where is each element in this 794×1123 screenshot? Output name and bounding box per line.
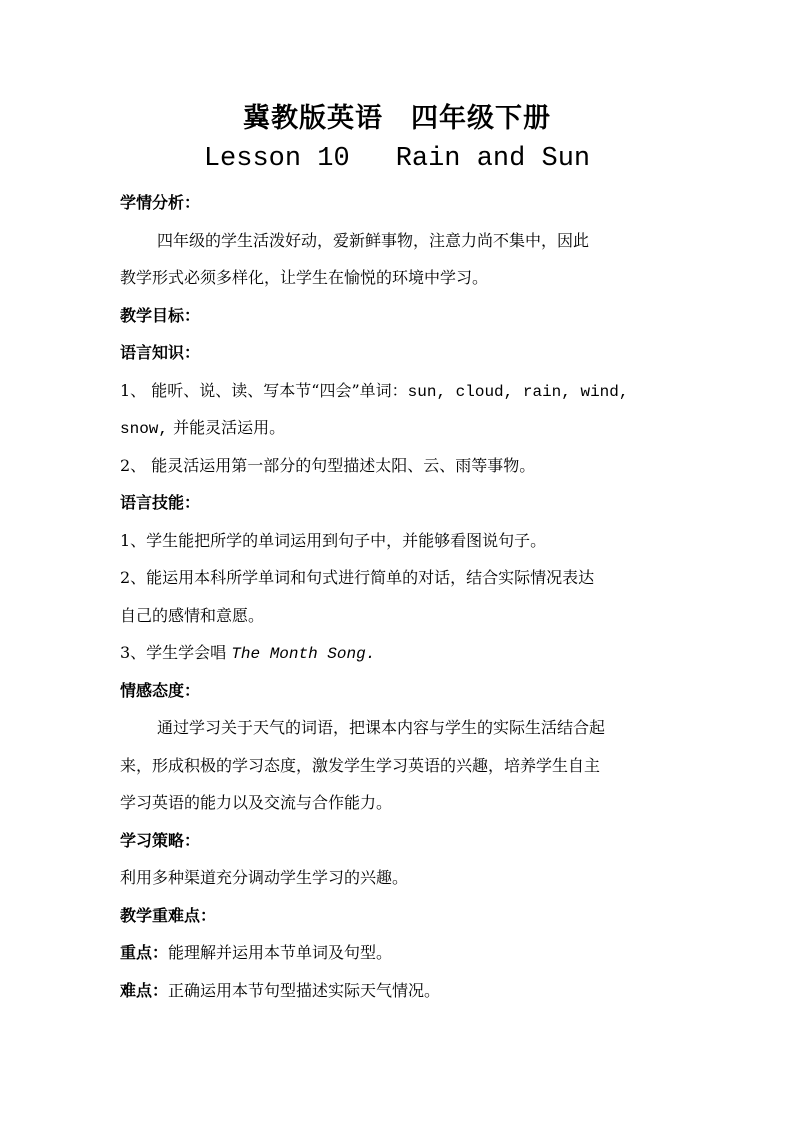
- analysis-text-line-1: 四年级的学生活泼好动，爱新鲜事物，注意力尚不集中，因此: [157, 230, 590, 250]
- goals-heading: 教学目标：: [120, 305, 201, 325]
- key-point: [120, 934, 680, 972]
- strategy-text: 利用多种渠道充分调动学生学习的兴趣。: [120, 868, 409, 887]
- skills-item-2-line-2: 自己的感情和意愿。: [120, 605, 265, 625]
- keypoints-heading: 教学重难点：: [120, 905, 217, 925]
- title-grade: 四年级下册: [411, 103, 551, 134]
- knowledge-item-1-line-1: [120, 372, 680, 410]
- lesson-title: [0, 142, 794, 176]
- strategy-heading: 学习策略：: [120, 830, 201, 850]
- key-point-text: 能理解并运用本节单词及句型。: [168, 943, 393, 962]
- difficult-point-text: 正确运用本节句型描述实际天气情况。: [168, 980, 441, 1000]
- knowledge-item-1-words-cont: snow,: [120, 420, 169, 438]
- lesson-name: Rain and Sun: [395, 144, 591, 174]
- lesson-plan-body: [120, 184, 680, 1009]
- skills-item-2-line-1: 2、能运用本科所学单词和句式进行简单的对话，结合实际情况表达: [120, 568, 595, 587]
- knowledge-item-1-words: sun, cloud, rain, wind,: [407, 382, 629, 401]
- knowledge-heading: 语言知识：: [120, 343, 201, 362]
- skills-heading: 语言技能：: [120, 493, 201, 512]
- lesson-number: Lesson 10: [203, 144, 350, 174]
- analysis-text-line-2: 教学形式必须多样化，让学生在愉悦的环境中学习。: [120, 268, 489, 287]
- skills-item-3: [120, 634, 680, 672]
- attitude-text-line-2: 来，形成积极的学习态度，激发学生学习英语的兴趣，培养学生自主: [120, 755, 601, 775]
- knowledge-item-2: 2、 能灵活运用第一部分的句型描述太阳、云、雨等事物。: [120, 455, 536, 475]
- skills-item-3-prefix: 3、学生学会唱: [120, 643, 232, 662]
- title-textbook: 冀教版英语: [243, 103, 383, 134]
- difficult-point: [120, 972, 680, 1010]
- skills-item-1: 1、学生能把所学的单词运用到句子中，并能够看图说句子。: [120, 530, 547, 550]
- knowledge-item-1-prefix: 1、 能听、说、读、写本节“四会”单词：: [120, 380, 408, 400]
- song-title: The Month Song.: [231, 645, 376, 663]
- attitude-text-line-3: 学习英语的能力以及交流与合作能力。: [120, 793, 393, 812]
- document-title: [0, 102, 794, 136]
- knowledge-item-1-line-2: [120, 409, 680, 447]
- key-point-label: 重点：: [120, 943, 169, 962]
- analysis-heading: 学情分析：: [120, 193, 201, 212]
- difficult-point-label: 难点：: [120, 980, 169, 1000]
- knowledge-item-1-suffix: 并能灵活运用。: [168, 418, 286, 437]
- attitude-heading: 情感态度：: [120, 680, 201, 700]
- attitude-text-line-1: 通过学习关于天气的词语，把课本内容与学生的实际生活结合起: [157, 718, 606, 737]
